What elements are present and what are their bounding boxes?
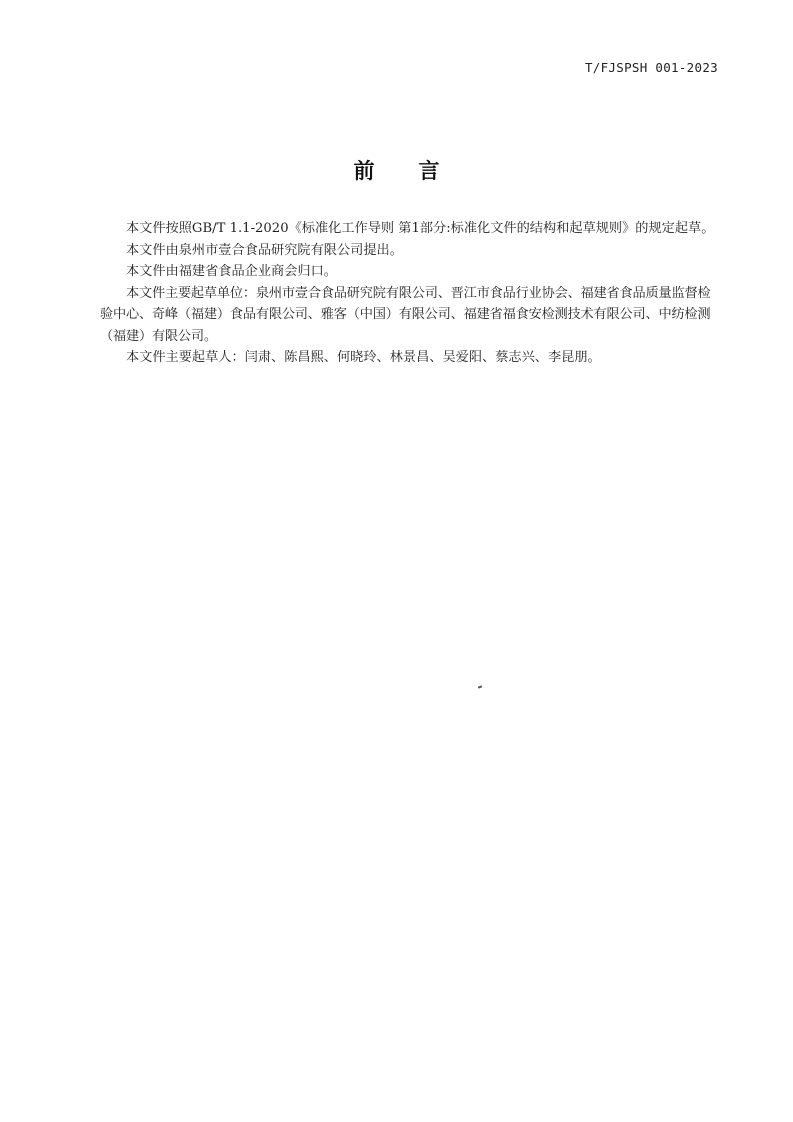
page-title: 前言 (353, 159, 484, 183)
paragraph-administrator: 本文件由福建省食品企业商会归口。 (126, 264, 337, 279)
paragraph-proposer: 本文件由泉州市壹合食品研究院有限公司提出。 (126, 242, 403, 258)
paragraph-drafters: 本文件主要起草人：闫肃、陈昌熙、何晓玲、林景昌、吴爱阳、蔡志兴、李昆朋。 (126, 350, 601, 365)
scan-mark (478, 685, 482, 688)
document-code: T/FJSPSH 001-2023 (584, 60, 718, 75)
paragraph-drafting-rules: 本文件按照GB/T 1.1-2020《标准化工作导则 第1部分:标准化文件的结构和起草规则》的规定起草。 (126, 221, 715, 236)
preface-body (100, 218, 718, 369)
paragraph-drafting-units: 本文件主要起草单位：泉州市壹合食品研究院有限公司、晋江市食品行业协会、福建省食品质量监督检验中心、奇峰（福建）食品有限公司、雅客（中国）有限公司、福建省福食安检测技术有限公司、中纺检测（福建）有限公司。 (100, 285, 711, 344)
